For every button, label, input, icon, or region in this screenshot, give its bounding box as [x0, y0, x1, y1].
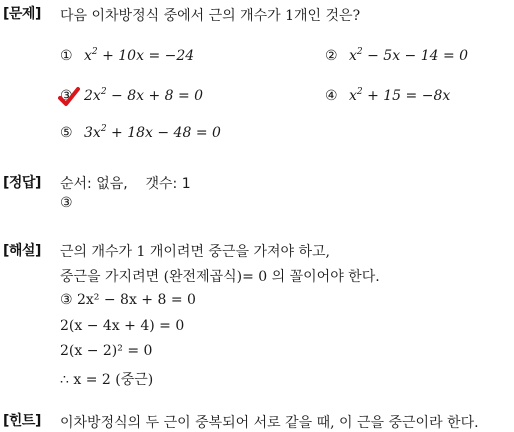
solution-step-4: ∴ x = 2 (중근)	[60, 372, 154, 388]
option-1-expression: $x^2 + 10x = -24$	[84, 47, 195, 64]
option-5-marker: ⑤	[60, 125, 73, 141]
solution-tag: [해설]	[3, 243, 41, 259]
answer-line: 순서: 없음, 갯수: 1	[60, 176, 191, 192]
hint-tag: [힌트]	[3, 413, 41, 429]
option-3-marker: ③	[60, 88, 73, 104]
option-5-expression: $3x^2 + 18x - 48 = 0$	[84, 124, 221, 141]
option-4-expression: $x^2 + 15 = -8x$	[349, 87, 451, 104]
solution-step-2: 2(x − 4x + 4) = 0	[60, 318, 185, 334]
answer-tag: [정답]	[3, 175, 41, 191]
hint-text: 이차방정식의 두 근이 중복되어 서로 같을 때, 이 근을 중근이라 한다.	[60, 415, 479, 431]
option-2[interactable]	[325, 48, 468, 64]
option-3-expression: $2x^2 - 8x + 8 = 0$	[84, 87, 204, 104]
option-2-marker: ②	[325, 48, 338, 64]
solution-line-2: 중근을 가지려면 (완전제곱식)= 0 의 꼴이어야 한다.	[60, 269, 380, 285]
option-4[interactable]	[325, 88, 450, 104]
solution-step-3: 2(x − 2)² = 0	[60, 343, 153, 359]
option-4-marker: ④	[325, 88, 338, 104]
option-1-marker: ①	[60, 48, 73, 64]
option-2-expression: $x^2 - 5x - 14 = 0$	[349, 47, 469, 64]
check-mark-icon	[58, 86, 80, 108]
problem-question: 다음 이차방정식 중에서 근의 개수가 1개인 것은?	[60, 8, 361, 24]
problem-tag: [문제]	[3, 6, 41, 22]
solution-step-1: ③ 2x² − 8x + 8 = 0	[60, 292, 196, 308]
option-5[interactable]	[60, 125, 221, 141]
answer-choice: ③	[60, 195, 73, 211]
option-1[interactable]	[60, 48, 194, 64]
solution-line-1: 근의 개수가 1 개이려면 중근을 가져야 하고,	[60, 244, 330, 260]
option-3[interactable]	[60, 88, 203, 104]
